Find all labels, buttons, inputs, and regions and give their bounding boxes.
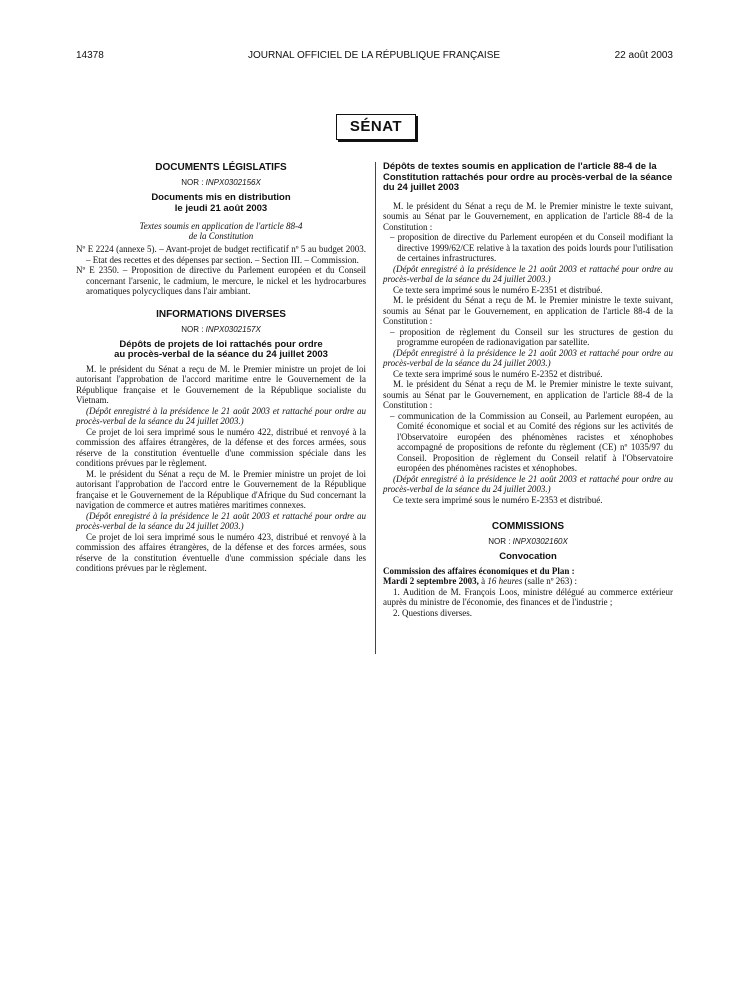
commission-name: Commission des affaires économiques et du Plan : bbox=[383, 565, 575, 576]
document-item-e2224: Nº E 2224 (annexe 5). – Avant-projet de budget rectificatif nº 5 au budget 2003. – Etat des recettes et des dépenses par section. – Section III. – Commission. bbox=[76, 244, 366, 265]
subtitle-line: Dépôts de projets de loi rattachés pour ordre bbox=[119, 338, 323, 350]
nor-prefix: NOR : bbox=[181, 178, 204, 187]
nor-reference bbox=[76, 324, 366, 335]
journal-title: JOURNAL OFFICIEL DE LA RÉPUBLIQUE FRANÇAISE bbox=[247, 50, 501, 61]
column-divider bbox=[375, 162, 376, 654]
text-item: – proposition de règlement du Conseil sur les structures de gestion du programme européen de radionavigation par satellite. bbox=[390, 326, 673, 347]
meeting-date: Mardi 2 septembre 2003, bbox=[383, 576, 479, 586]
nor-prefix: NOR : bbox=[181, 324, 204, 334]
agenda-item: 2. Questions diverses. bbox=[393, 607, 472, 618]
nor-reference bbox=[383, 536, 673, 547]
meeting-time: 16 heures bbox=[487, 576, 523, 586]
section-title-informations: INFORMATIONS DIVERSES bbox=[156, 308, 286, 320]
subsection-title-distribution bbox=[76, 193, 366, 214]
text-item: – communication de la Commission au Conseil, au Parlement européen, au Comité économique et social et au Comité des régions sur les activités de l'Observatoire européen des phénomènes racistes et xénophobes accompagné de propositions de refonte du règlement (CE) nº 1035/97 du Conseil. Proposition de règlement du Conseil relatif à l'Observatoire européen des phénomènes racistes et xénophobes. bbox=[390, 410, 673, 473]
paragraph: Ce texte sera imprimé sous le numéro E-2353 et distribué. bbox=[393, 494, 603, 505]
paragraph: M. le président du Sénat a reçu de M. le Premier ministre un projet de loi autorisant l'approbation de l'accord entre le Gouvernement de la République française et le Gouvernement de la République d'Afrique du Sud concernant la navigation de commerce et autres matières maritimes connexes. bbox=[76, 468, 366, 510]
agenda-item: 1. Audition de M. François Loos, ministre délégué au commerce extérieur auprès du ministre de l'économie, des finances et de l'industrie ; bbox=[383, 586, 673, 607]
section-title-commissions: COMMISSIONS bbox=[491, 521, 565, 532]
right-column bbox=[383, 162, 673, 618]
paragraph: Ce texte sera imprimé sous le numéro E-2351 et distribué. bbox=[393, 284, 603, 295]
subtitle-line: Documents mis en distribution bbox=[151, 192, 291, 203]
senat-heading-box: SÉNAT bbox=[336, 114, 416, 140]
subsection-title-depots-textes: Dépôts de textes soumis en application de l'article 88-4 de la Constitution rattachés pour ordre au procès-verbal de la séance du 24 juillet 2003 bbox=[383, 161, 673, 193]
page-number: 14378 bbox=[76, 50, 104, 61]
issue-date: 22 août 2003 bbox=[614, 50, 673, 61]
paragraph: M. le président du Sénat a reçu de M. le Premier ministre le texte suivant, soumis au Sénat par le Gouvernement, en application de l'article 88-4 de la Constitution : bbox=[383, 200, 673, 232]
subtitle-line: Textes soumis en application de l'article 88-4 bbox=[139, 221, 303, 231]
subtitle-line: de la Constitution bbox=[188, 231, 254, 241]
textes-soumis-title bbox=[76, 221, 366, 241]
text-item: – proposition de directive du Parlement européen et du Conseil modifiant la directive 1999/62/CE relative à la taxation des poids lourds pour l'utilisation de certaines infrastructures. bbox=[390, 232, 673, 263]
paragraph: M. le président du Sénat a reçu de M. le Premier ministre le texte suivant, soumis au Sénat par le Gouvernement, en application de l'article 88-4 de la Constitution : bbox=[383, 295, 673, 326]
paragraph: M. le président du Sénat a reçu de M. le Premier ministre le texte suivant, soumis au Sénat par le Gouvernement, en application de l'article 88-4 de la Constitution : bbox=[383, 379, 673, 410]
deposit-note: (Dépôt enregistré à la présidence le 21 août 2003 et rattaché pour ordre au procès-verbal de la séance du 24 juillet 2003.) bbox=[76, 510, 366, 531]
convocation-title: Convocation bbox=[499, 551, 557, 562]
nor-code: INPX0302157X bbox=[205, 324, 261, 334]
subtitle-line: le jeudi 21 août 2003 bbox=[174, 202, 268, 214]
deposit-note: (Dépôt enregistré à la présidence le 21 août 2003 et rattaché pour ordre au procès-verbal de la séance du 24 juillet 2003.) bbox=[383, 263, 673, 284]
meeting-room: (salle nº 263) : bbox=[522, 576, 578, 586]
nor-code: INPX0302160X bbox=[512, 537, 568, 546]
nor-reference bbox=[76, 177, 366, 188]
paragraph: Ce projet de loi sera imprimé sous le numéro 422, distribué et renvoyé à la commission des affaires étrangères, de la défense et des forces armées, sous réserve de la constitution éventuelle d'une commission spéciale dans les conditions prévues par le règlement. bbox=[76, 426, 366, 468]
paragraph: M. le président du Sénat a reçu de M. le Premier ministre un projet de loi autorisant l'approbation de l'accord maritime entre le Gouvernement de la République française et le Gouvernement de la République socialiste du Vietnam. bbox=[76, 363, 366, 405]
paragraph: Ce texte sera imprimé sous le numéro E-2352 et distribué. bbox=[393, 368, 603, 379]
paragraph: Ce projet de loi sera imprimé sous le numéro 423, distribué et renvoyé à la commission des affaires étrangères, de la défense et des forces armées, sous réserve de la constitution éventuelle d'une commission spéciale dans les conditions prévues par le règlement. bbox=[76, 531, 366, 573]
subtitle-line: au procès-verbal de la séance du 24 juillet 2003 bbox=[114, 349, 328, 360]
document-item-e2350: Nº E 2350. – Proposition de directive du Parlement européen et du Conseil concernant l'arsenic, le cadmium, le mercure, le nickel et les hydrocarbures aromatiques polycycliques dans l'air ambiant. bbox=[76, 265, 366, 296]
subsection-title-depots-projets bbox=[76, 340, 366, 361]
nor-prefix: NOR : bbox=[488, 537, 511, 546]
deposit-note: (Dépôt enregistré à la présidence le 21 août 2003 et rattaché pour ordre au procès-verbal de la séance du 24 juillet 2003.) bbox=[383, 473, 673, 494]
meeting-at: à bbox=[478, 576, 488, 586]
nor-code: INPX0302156X bbox=[205, 178, 261, 187]
section-title-documents: DOCUMENTS LÉGISLATIFS bbox=[155, 162, 287, 173]
left-column bbox=[76, 162, 366, 574]
deposit-note: (Dépôt enregistré à la présidence le 21 août 2003 et rattaché pour ordre au procès-verbal de la séance du 24 juillet 2003.) bbox=[383, 347, 673, 368]
meeting-line bbox=[383, 576, 673, 587]
deposit-note: (Dépôt enregistré à la présidence le 21 août 2003 et rattaché pour ordre au procès-verbal de la séance du 24 juillet 2003.) bbox=[76, 405, 366, 426]
